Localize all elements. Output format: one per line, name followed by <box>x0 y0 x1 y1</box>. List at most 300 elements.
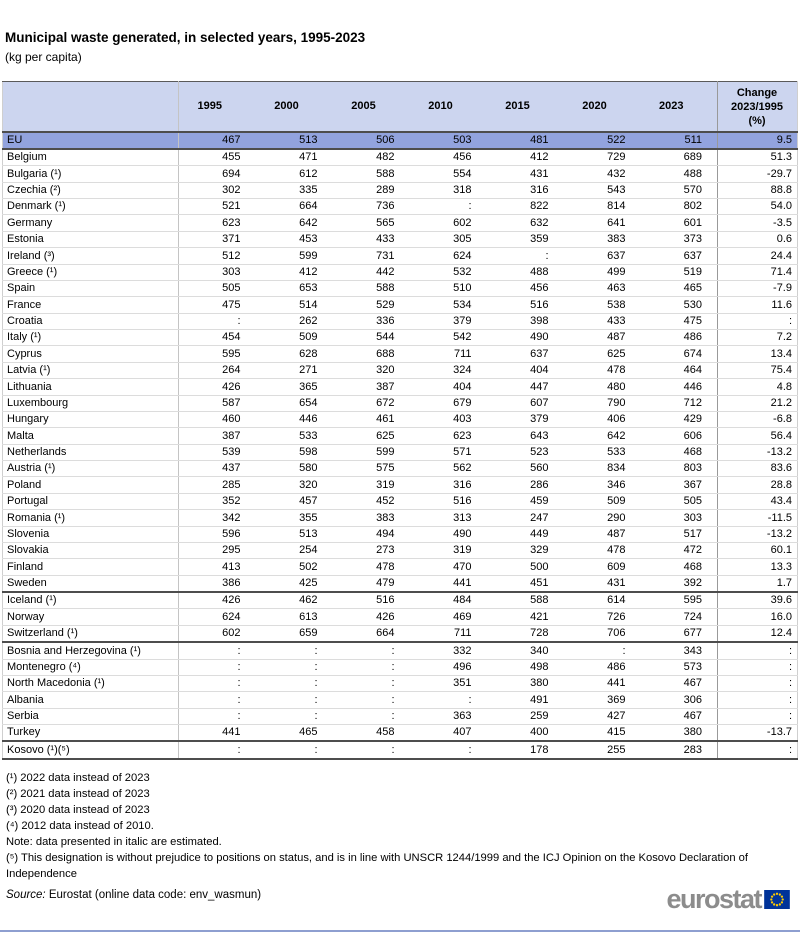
change-cell: : <box>718 675 798 691</box>
value-cell: : <box>179 675 256 691</box>
table-row <box>3 708 798 724</box>
footnote: (⁵) This designation is without prejudice to positions on status, and is in line with UNSCR 1244/1999 and the ICJ Opinion on the Kosovo Declaration of Independence <box>6 851 748 880</box>
row-label: Malta <box>3 428 179 444</box>
value-cell: 637 <box>487 346 564 362</box>
change-cell: : <box>718 708 798 724</box>
value-cell: 452 <box>333 493 410 509</box>
value-cell: 320 <box>333 362 410 378</box>
value-cell: 614 <box>564 592 641 609</box>
change-cell: 0.6 <box>718 231 798 247</box>
row-label: Serbia <box>3 708 179 724</box>
value-cell: 367 <box>641 477 718 493</box>
value-cell: 588 <box>487 592 564 609</box>
value-cell: 490 <box>487 330 564 346</box>
value-cell: 664 <box>333 625 410 642</box>
value-cell: 467 <box>641 675 718 691</box>
value-cell: 380 <box>487 675 564 691</box>
value-cell: : <box>333 642 410 659</box>
value-cell: 371 <box>179 231 256 247</box>
value-cell: 496 <box>410 659 487 675</box>
row-label: Turkey <box>3 725 179 742</box>
row-label: Luxembourg <box>3 395 179 411</box>
value-cell: 488 <box>487 264 564 280</box>
value-cell: 286 <box>487 477 564 493</box>
value-cell: : <box>256 659 333 675</box>
change-cell: : <box>718 659 798 675</box>
row-label: Greece (¹) <box>3 264 179 280</box>
value-cell: 383 <box>564 231 641 247</box>
value-cell: 642 <box>256 215 333 231</box>
value-cell: 467 <box>641 708 718 724</box>
value-cell: 273 <box>333 542 410 558</box>
row-label: Croatia <box>3 313 179 329</box>
value-cell: 570 <box>641 182 718 198</box>
change-cell: : <box>718 692 798 708</box>
value-cell: 480 <box>564 379 641 395</box>
value-cell: 523 <box>487 444 564 460</box>
value-cell: 460 <box>179 411 256 427</box>
row-label: Denmark (¹) <box>3 199 179 215</box>
value-cell: 458 <box>333 725 410 742</box>
value-cell: 595 <box>641 592 718 609</box>
table-body <box>3 132 798 759</box>
value-cell: 790 <box>564 395 641 411</box>
value-cell: 601 <box>641 215 718 231</box>
row-label: Portugal <box>3 493 179 509</box>
value-cell: : <box>179 313 256 329</box>
value-cell: 624 <box>410 248 487 264</box>
value-cell: 659 <box>256 625 333 642</box>
value-cell: 519 <box>641 264 718 280</box>
value-cell: 369 <box>564 692 641 708</box>
row-label: Czechia (²) <box>3 182 179 198</box>
value-cell: 802 <box>641 199 718 215</box>
value-cell: 461 <box>333 411 410 427</box>
table-row <box>3 493 798 509</box>
value-cell: 441 <box>564 675 641 691</box>
value-cell: 413 <box>179 559 256 575</box>
change-header-line: Change <box>736 86 778 99</box>
value-cell: 534 <box>410 297 487 313</box>
table-row <box>3 379 798 395</box>
value-cell: 365 <box>256 379 333 395</box>
value-cell: 313 <box>410 510 487 526</box>
change-cell: 12.4 <box>718 625 798 642</box>
value-cell: 711 <box>410 625 487 642</box>
value-cell: 316 <box>487 182 564 198</box>
value-cell: 464 <box>641 362 718 378</box>
value-cell: 674 <box>641 346 718 362</box>
value-cell: : <box>333 675 410 691</box>
value-cell: 731 <box>333 248 410 264</box>
value-cell: 453 <box>256 231 333 247</box>
change-cell: 60.1 <box>718 542 798 558</box>
value-cell: 463 <box>564 280 641 296</box>
source-label: Source: <box>6 888 46 901</box>
value-cell: 654 <box>256 395 333 411</box>
value-cell: 606 <box>641 428 718 444</box>
value-cell: : <box>179 659 256 675</box>
value-cell: 562 <box>410 461 487 477</box>
value-cell: 599 <box>333 444 410 460</box>
value-cell: 643 <box>487 428 564 444</box>
value-cell: 285 <box>179 477 256 493</box>
footnote: (²) 2021 data instead of 2023 <box>6 787 150 800</box>
change-cell: 28.8 <box>718 477 798 493</box>
value-cell: 437 <box>179 461 256 477</box>
table-row <box>3 411 798 427</box>
footnote: (³) 2020 data instead of 2023 <box>6 803 150 816</box>
table-row <box>3 248 798 264</box>
value-cell: 271 <box>256 362 333 378</box>
value-cell: 454 <box>179 330 256 346</box>
row-label: Netherlands <box>3 444 179 460</box>
change-cell: 13.3 <box>718 559 798 575</box>
table-row <box>3 559 798 575</box>
change-cell: -13.2 <box>718 444 798 460</box>
value-cell: : <box>179 692 256 708</box>
value-cell: 509 <box>564 493 641 509</box>
table-row <box>3 477 798 493</box>
value-cell: 623 <box>410 428 487 444</box>
value-cell: 588 <box>333 280 410 296</box>
value-cell: 544 <box>333 330 410 346</box>
value-cell: 290 <box>564 510 641 526</box>
value-cell: 488 <box>641 166 718 182</box>
value-cell: 512 <box>179 248 256 264</box>
value-cell: 533 <box>256 428 333 444</box>
municipal-waste-table <box>2 81 798 760</box>
row-label: Poland <box>3 477 179 493</box>
value-cell: 505 <box>179 280 256 296</box>
value-cell: 427 <box>564 708 641 724</box>
value-cell: 609 <box>564 559 641 575</box>
value-cell: 456 <box>487 280 564 296</box>
value-cell: : <box>256 708 333 724</box>
value-cell: 598 <box>256 444 333 460</box>
change-cell: 13.4 <box>718 346 798 362</box>
row-label: Albania <box>3 692 179 708</box>
value-cell: 484 <box>410 592 487 609</box>
value-cell: 729 <box>564 149 641 166</box>
table-row <box>3 182 798 198</box>
row-label: Germany <box>3 215 179 231</box>
table-row <box>3 741 798 758</box>
page-title: Municipal waste generated, in selected years, 1995-2023 <box>5 30 366 45</box>
row-label: Italy (¹) <box>3 330 179 346</box>
table-row <box>3 313 798 329</box>
value-cell: 406 <box>564 411 641 427</box>
change-cell: 1.7 <box>718 575 798 592</box>
value-cell: 254 <box>256 542 333 558</box>
table-row <box>3 199 798 215</box>
value-cell: 506 <box>333 132 410 149</box>
change-cell: 24.4 <box>718 248 798 264</box>
change-cell: 7.2 <box>718 330 798 346</box>
value-cell: 499 <box>564 264 641 280</box>
change-cell: 71.4 <box>718 264 798 280</box>
value-cell: : <box>256 642 333 659</box>
value-cell: 373 <box>641 231 718 247</box>
change-cell: 56.4 <box>718 428 798 444</box>
row-label: Estonia <box>3 231 179 247</box>
value-cell: 383 <box>333 510 410 526</box>
row-label: Cyprus <box>3 346 179 362</box>
table-row <box>3 215 798 231</box>
table-row <box>3 526 798 542</box>
row-label: North Macedonia (¹) <box>3 675 179 691</box>
change-cell: 83.6 <box>718 461 798 477</box>
table-row <box>3 362 798 378</box>
value-cell: 363 <box>410 708 487 724</box>
value-cell: 319 <box>333 477 410 493</box>
value-cell: 505 <box>641 493 718 509</box>
value-cell: 706 <box>564 625 641 642</box>
change-cell: 21.2 <box>718 395 798 411</box>
value-cell: 596 <box>179 526 256 542</box>
value-cell: 502 <box>256 559 333 575</box>
row-label: Lithuania <box>3 379 179 395</box>
column-header-1995: 1995 <box>179 82 256 132</box>
table-row <box>3 675 798 691</box>
column-header-2023: 2023 <box>641 82 718 132</box>
value-cell: 303 <box>641 510 718 526</box>
value-cell: 494 <box>333 526 410 542</box>
value-cell: 432 <box>564 166 641 182</box>
change-cell: -11.5 <box>718 510 798 526</box>
value-cell: 455 <box>179 149 256 166</box>
value-cell: 625 <box>333 428 410 444</box>
table-row <box>3 330 798 346</box>
value-cell: 433 <box>564 313 641 329</box>
row-label: Latvia (¹) <box>3 362 179 378</box>
value-cell: 613 <box>256 609 333 625</box>
value-cell: : <box>487 248 564 264</box>
value-cell: 612 <box>256 166 333 182</box>
change-cell: 11.6 <box>718 297 798 313</box>
table-row <box>3 297 798 313</box>
value-cell: 599 <box>256 248 333 264</box>
value-cell: 711 <box>410 346 487 362</box>
value-cell: 478 <box>564 542 641 558</box>
column-header-2020: 2020 <box>564 82 641 132</box>
value-cell: 516 <box>487 297 564 313</box>
value-cell: 426 <box>179 379 256 395</box>
change-header-line: (%) <box>748 114 766 127</box>
value-cell: 486 <box>564 659 641 675</box>
value-cell: 575 <box>333 461 410 477</box>
value-cell: 522 <box>564 132 641 149</box>
column-header-2010: 2010 <box>410 82 487 132</box>
value-cell: : <box>333 741 410 758</box>
value-cell: 316 <box>410 477 487 493</box>
value-cell: 510 <box>410 280 487 296</box>
value-cell: 571 <box>410 444 487 460</box>
value-cell: 503 <box>410 132 487 149</box>
change-cell: -7.9 <box>718 280 798 296</box>
table-row <box>3 346 798 362</box>
value-cell: 329 <box>487 542 564 558</box>
value-cell: : <box>333 692 410 708</box>
column-header-change <box>718 82 798 132</box>
value-cell: 255 <box>564 741 641 758</box>
value-cell: 264 <box>179 362 256 378</box>
value-cell: 449 <box>487 526 564 542</box>
value-cell: 392 <box>641 575 718 592</box>
value-cell: 677 <box>641 625 718 642</box>
footnote: Note: data presented in italic are estimated. <box>6 835 222 848</box>
value-cell: 346 <box>564 477 641 493</box>
value-cell: 478 <box>333 559 410 575</box>
value-cell: 533 <box>564 444 641 460</box>
change-cell: 75.4 <box>718 362 798 378</box>
value-cell: 672 <box>333 395 410 411</box>
change-cell: : <box>718 313 798 329</box>
value-cell: 487 <box>564 526 641 542</box>
value-cell: : <box>256 692 333 708</box>
value-cell: 529 <box>333 297 410 313</box>
value-cell: 302 <box>179 182 256 198</box>
row-label: Finland <box>3 559 179 575</box>
value-cell: 283 <box>641 741 718 758</box>
change-cell: : <box>718 741 798 758</box>
row-label: Romania (¹) <box>3 510 179 526</box>
value-cell: 688 <box>333 346 410 362</box>
table-row <box>3 575 798 592</box>
value-cell: 468 <box>641 444 718 460</box>
value-cell: 588 <box>333 166 410 182</box>
value-cell: 491 <box>487 692 564 708</box>
value-cell: 259 <box>487 708 564 724</box>
value-cell: 689 <box>641 149 718 166</box>
value-cell: 602 <box>410 215 487 231</box>
change-cell: -13.7 <box>718 725 798 742</box>
value-cell: 736 <box>333 199 410 215</box>
value-cell: : <box>179 708 256 724</box>
row-label: Ireland (³) <box>3 248 179 264</box>
value-cell: 324 <box>410 362 487 378</box>
value-cell: 607 <box>487 395 564 411</box>
value-cell: 407 <box>410 725 487 742</box>
row-label: Hungary <box>3 411 179 427</box>
value-cell: 472 <box>641 542 718 558</box>
value-cell: 595 <box>179 346 256 362</box>
row-label: Bulgaria (¹) <box>3 166 179 182</box>
value-cell: 459 <box>487 493 564 509</box>
value-cell: 379 <box>410 313 487 329</box>
table-row <box>3 725 798 742</box>
table-row <box>3 231 798 247</box>
row-label: EU <box>3 132 179 149</box>
value-cell: 306 <box>641 692 718 708</box>
value-cell: 814 <box>564 199 641 215</box>
value-cell: 431 <box>487 166 564 182</box>
row-label: Sweden <box>3 575 179 592</box>
value-cell: 303 <box>179 264 256 280</box>
value-cell: 573 <box>641 659 718 675</box>
value-cell: 481 <box>487 132 564 149</box>
value-cell: 822 <box>487 199 564 215</box>
value-cell: 178 <box>487 741 564 758</box>
value-cell: 295 <box>179 542 256 558</box>
value-cell: 482 <box>333 149 410 166</box>
value-cell: 490 <box>410 526 487 542</box>
value-cell: 834 <box>564 461 641 477</box>
value-cell: 442 <box>333 264 410 280</box>
table-row <box>3 149 798 166</box>
row-label: Slovakia <box>3 542 179 558</box>
value-cell: 554 <box>410 166 487 182</box>
value-cell: : <box>256 675 333 691</box>
row-label: Montenegro (⁴) <box>3 659 179 675</box>
value-cell: 694 <box>179 166 256 182</box>
value-cell: 637 <box>564 248 641 264</box>
value-cell: 335 <box>256 182 333 198</box>
value-cell: 421 <box>487 609 564 625</box>
value-cell: 539 <box>179 444 256 460</box>
change-cell: 39.6 <box>718 592 798 609</box>
value-cell: 465 <box>641 280 718 296</box>
value-cell: 625 <box>564 346 641 362</box>
value-cell: 457 <box>256 493 333 509</box>
row-label: Slovenia <box>3 526 179 542</box>
value-cell: 653 <box>256 280 333 296</box>
value-cell: 404 <box>410 379 487 395</box>
table-row <box>3 609 798 625</box>
change-cell: 4.8 <box>718 379 798 395</box>
value-cell: : <box>410 741 487 758</box>
value-cell: 467 <box>179 132 256 149</box>
value-cell: : <box>564 642 641 659</box>
row-label: Spain <box>3 280 179 296</box>
change-cell: 88.8 <box>718 182 798 198</box>
value-cell: 565 <box>333 215 410 231</box>
value-cell: 478 <box>564 362 641 378</box>
table-row <box>3 542 798 558</box>
eu-flag-icon <box>764 890 790 909</box>
table-row <box>3 625 798 642</box>
value-cell: 342 <box>179 510 256 526</box>
value-cell: 462 <box>256 592 333 609</box>
value-cell: 426 <box>333 609 410 625</box>
change-header-line: 2023/1995 <box>731 100 783 113</box>
value-cell: 359 <box>487 231 564 247</box>
value-cell: 441 <box>410 575 487 592</box>
value-cell: 456 <box>410 149 487 166</box>
value-cell: 580 <box>256 461 333 477</box>
value-cell: 532 <box>410 264 487 280</box>
row-label: Norway <box>3 609 179 625</box>
footnote: (⁴) 2012 data instead of 2010. <box>6 819 154 832</box>
value-cell: 628 <box>256 346 333 362</box>
change-cell: 9.5 <box>718 132 798 149</box>
value-cell: 426 <box>179 592 256 609</box>
row-label: Kosovo (¹)(⁵) <box>3 741 179 758</box>
value-cell: 500 <box>487 559 564 575</box>
value-cell: 380 <box>641 725 718 742</box>
value-cell: 624 <box>179 609 256 625</box>
table-header <box>3 82 798 132</box>
value-cell: 379 <box>487 411 564 427</box>
table-row <box>3 692 798 708</box>
change-cell: 43.4 <box>718 493 798 509</box>
value-cell: : <box>256 741 333 758</box>
change-cell: 51.3 <box>718 149 798 166</box>
source-text: Eurostat (online data code: env_wasmun) <box>48 888 262 901</box>
value-cell: 602 <box>179 625 256 642</box>
row-label: Iceland (¹) <box>3 592 179 609</box>
value-cell: 343 <box>641 642 718 659</box>
